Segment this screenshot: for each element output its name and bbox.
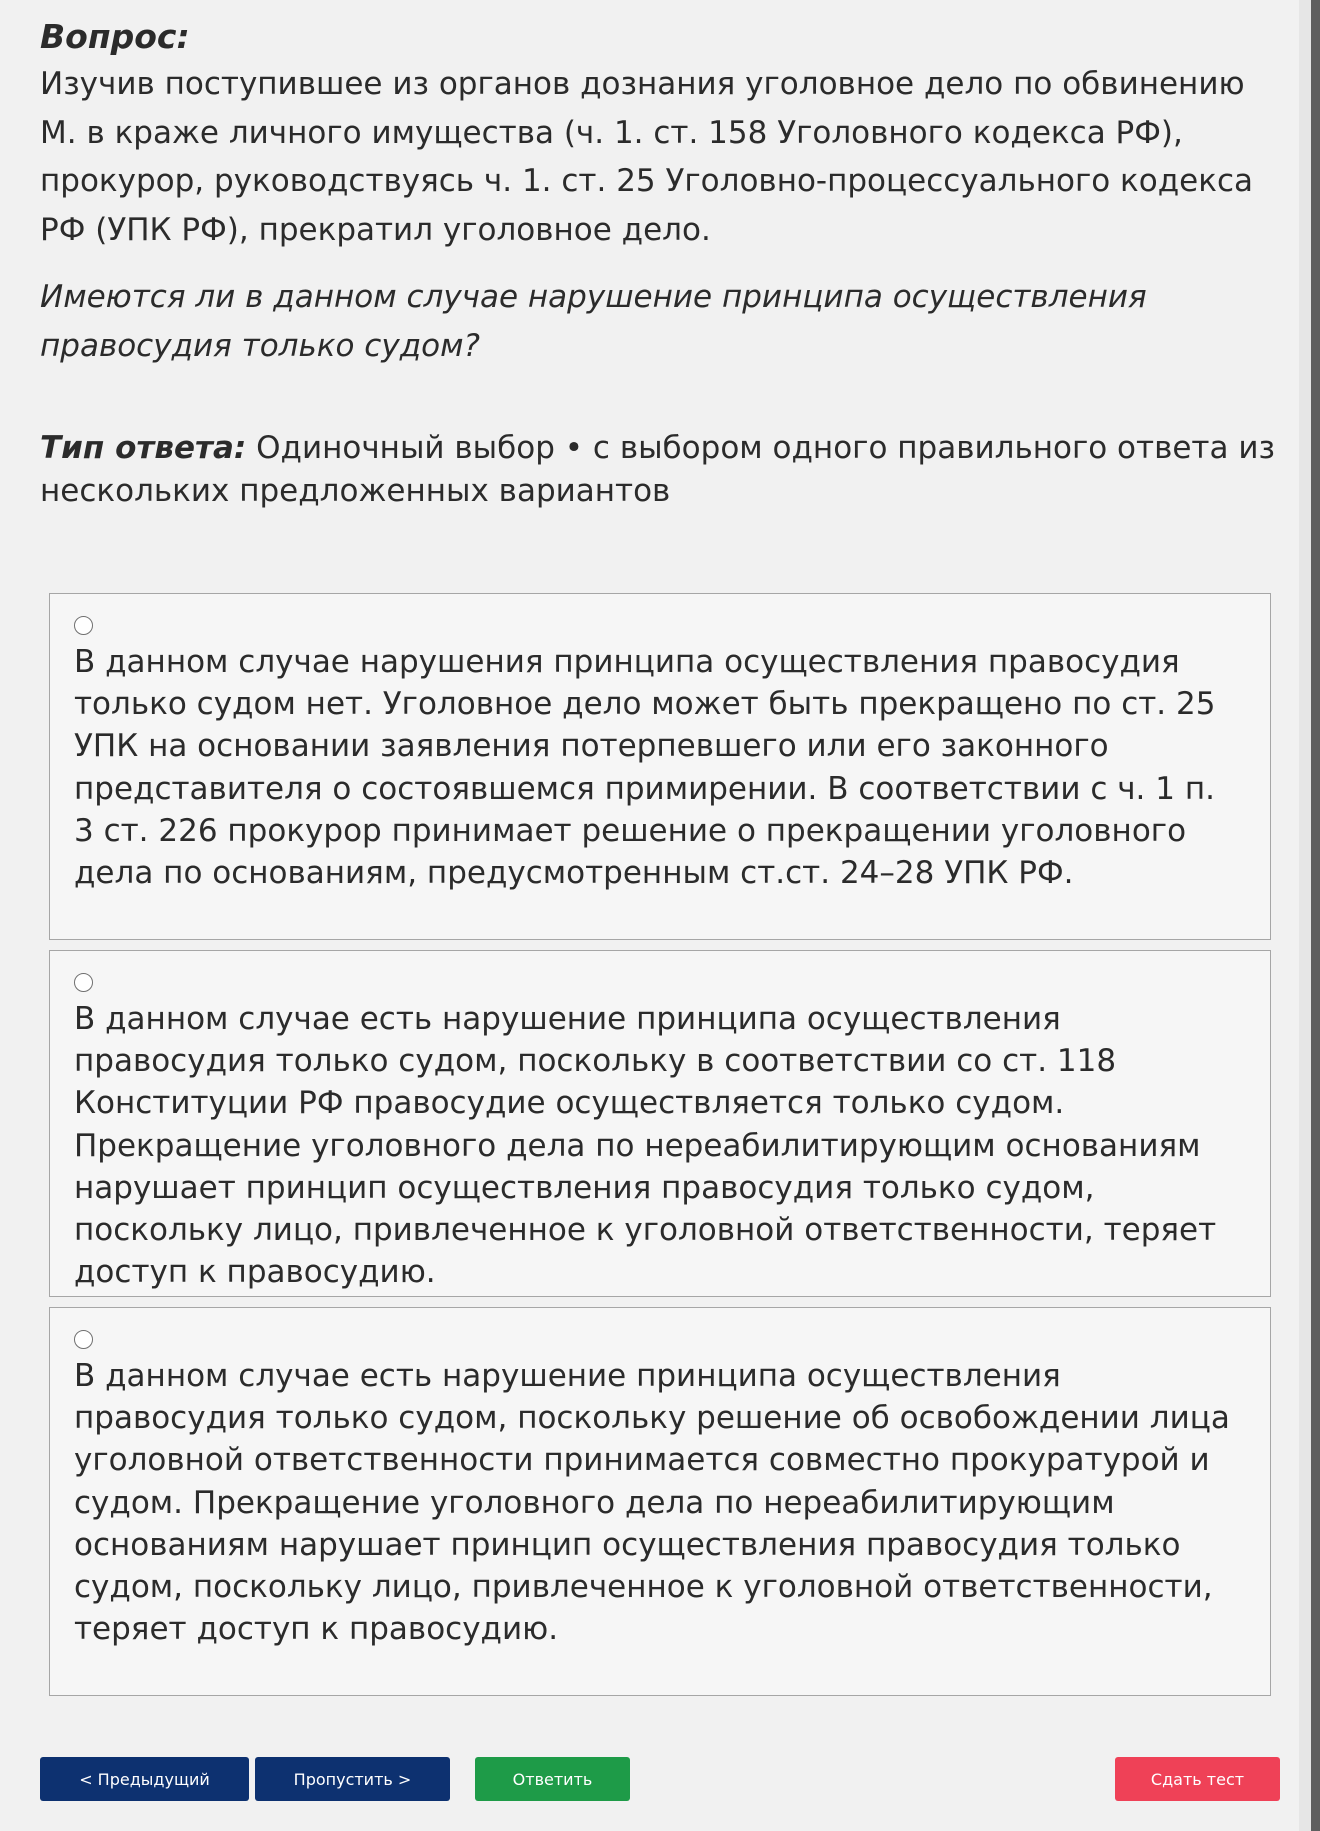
question-block xyxy=(40,14,1280,513)
question-text: Изучив поступившее из органов дознания уголовное дело по обвинению М. в краже личного имущества (ч. 1. ст. 158 Уголовного кодекса РФ), прокурор, руководствуясь ч. 1. ст. 25 Уголовно-процессуального кодекса РФ (УПК РФ), прекратил уголовное дело. xyxy=(40,66,1254,248)
option-text: В данном случае есть нарушение принципа осуществления правосудия только судом, поскольку решение об освобождении лица уголовной ответственности принимается совместно прокуратурой и судом. Прекращение уголовного дела по нереабилитирующим основаниям нарушает принцип осуществления правосудия только судом, поскольку лицо, привлеченное к уголовной ответственности, теряет доступ к правосудию. xyxy=(74,1358,1230,1648)
option-text: В данном случае нарушения принципа осуществления правосудия только судом нет. Уголовное дело может быть прекращено по ст. 25 УПК на основании заявления потерпевшего или его законного представителя о состоявшемся примирении. В соответствии с ч. 1 п. 3 ст. 226 прокурор принимает решение о прекращении уголовного дела по основаниям, предусмотренным ст.ст. 24–28 УПК РФ. xyxy=(74,644,1216,892)
answer-type-label: Тип ответа: xyxy=(40,430,247,466)
skip-button[interactable]: Пропустить > xyxy=(255,1757,450,1801)
scroll-track xyxy=(1299,0,1311,1831)
answer-option-1[interactable] xyxy=(49,593,1271,940)
previous-button[interactable]: < Предыдущий xyxy=(40,1757,249,1801)
radio-button[interactable] xyxy=(74,973,93,992)
radio-button[interactable] xyxy=(74,1330,93,1349)
answer-type-value: Одиночный выбор • с выбором одного правильного ответа из нескольких предложенных вариантов xyxy=(40,430,1275,509)
scrollbar[interactable] xyxy=(1311,0,1320,1831)
answer-option-2[interactable] xyxy=(49,950,1271,1297)
question-prompt: Имеются ли в данном случае нарушение принципа осуществления правосудия только судом? xyxy=(40,279,1147,364)
question-label: Вопрос: xyxy=(40,17,190,56)
answer-type xyxy=(40,427,1280,513)
answer-options xyxy=(49,593,1271,1706)
submit-test-button[interactable]: Сдать тест xyxy=(1115,1757,1280,1801)
answer-button[interactable]: Ответить xyxy=(475,1757,630,1801)
answer-option-3[interactable] xyxy=(49,1307,1271,1696)
option-text: В данном случае есть нарушение принципа осуществления правосудия только судом, поскольку в соответствии со ст. 118 Конституции РФ правосудие осуществляется только судом. Прекращение уголовного дела по нереабилитирующим основаниям нарушает принцип осуществления правосудия только судом, поскольку лицо, привлеченное к уголовной ответственности, теряет доступ к правосудию. xyxy=(74,1001,1217,1291)
radio-button[interactable] xyxy=(74,616,93,635)
